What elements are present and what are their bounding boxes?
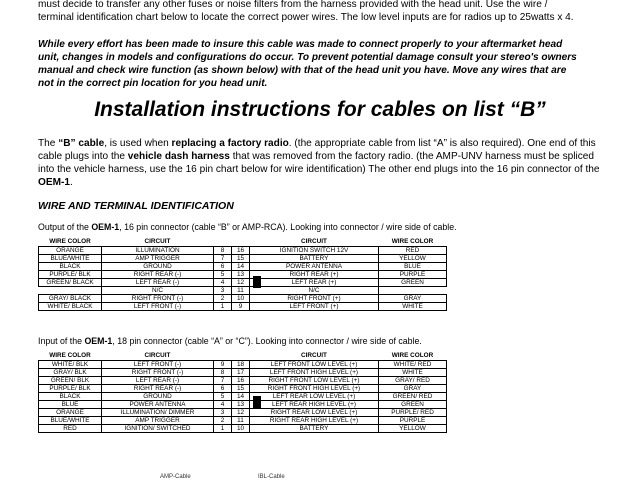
wire-color-cell: GRAY: [379, 385, 447, 393]
wire-color-cell: GREEN: [379, 401, 447, 409]
wire-table-16pin: [38, 237, 447, 311]
pin-cell: 6: [214, 385, 232, 393]
circuit-cell: LEFT FRONT HIGH LEVEL (+): [250, 369, 379, 377]
circuit-cell: ILLUMINATION: [102, 247, 214, 255]
caption-text: , 16 pin connector (cable “B” or AMP-RCA). Looking into connector / wire side of cable.: [119, 222, 457, 232]
pin-cell: 14: [232, 393, 250, 401]
caption-bold: OEM-1: [84, 336, 113, 346]
table-row: [39, 377, 447, 385]
circuit-cell: RIGHT FRONT HIGH LEVEL (+): [250, 385, 379, 393]
circuit-cell: IGNITION/ SWITCHED: [102, 425, 214, 433]
desc-text: . (the appropriate cable from list “A” is also required). One end of this cable plugs into the: [38, 138, 596, 162]
wire-color-cell: BLUE: [379, 263, 447, 271]
section-heading: WIRE AND TERMINAL IDENTIFICATION: [38, 200, 234, 212]
wire-color-cell: BLUE/WHITE: [39, 417, 102, 425]
circuit-cell: BATTERY: [250, 425, 379, 433]
header-wire-color: WIRE COLOR: [391, 238, 434, 245]
circuit-cell: LEFT FRONT (-): [102, 303, 214, 311]
circuit-cell: POWER ANTENNA: [250, 263, 379, 271]
circuit-cell: RIGHT REAR LOW LEVEL (+): [250, 409, 379, 417]
wire-color-cell: GRAY: [379, 295, 447, 303]
header-pin: [214, 351, 232, 361]
connector-key-block: [253, 276, 261, 288]
circuit-cell: RIGHT REAR (-): [102, 271, 214, 279]
wire-color-cell: WHITE/ BLK: [39, 361, 102, 369]
table-row: [39, 369, 447, 377]
circuit-cell: RIGHT FRONT (+): [250, 295, 379, 303]
pin-cell: 3: [214, 287, 232, 295]
wire-table-18pin: [38, 351, 447, 433]
table-row: [39, 393, 447, 401]
footer-label: IBL-Cable: [258, 474, 285, 480]
desc-text: , is used when: [104, 138, 172, 149]
header-wire-color: WIRE COLOR: [391, 352, 434, 359]
footer-label: AMP-Cable: [160, 474, 191, 480]
table-row: [39, 287, 447, 295]
table-row: [39, 425, 447, 433]
pin-cell: 10: [232, 425, 250, 433]
desc-text: that was removed from the factory radio. (the AMP-UNV harness must be spliced into the vehicle harness, use the 16 pin chart below for wire identification) The other end plugs into the 16 pin connector of the: [38, 151, 600, 175]
desc-bold: OEM-1: [38, 177, 70, 188]
connector-key-block: [253, 396, 261, 408]
circuit-cell: LEFT REAR HIGH LEVEL (+): [250, 401, 379, 409]
circuit-cell: RIGHT REAR (+): [250, 271, 379, 279]
wire-color-cell: GRAY/ BLACK: [39, 295, 102, 303]
pin-cell: 13: [232, 401, 250, 409]
pin-cell: 8: [214, 247, 232, 255]
table-row: [39, 295, 447, 303]
header-circuit: CIRCUIT: [144, 238, 171, 245]
wire-color-cell: ORANGE: [39, 247, 102, 255]
warning-line: unit, changes in models and configurations do occur. To prevent potential damage consult your stereo's owners: [38, 52, 577, 63]
pin-cell: 9: [214, 361, 232, 369]
wire-color-cell: BLUE/WHITE: [39, 255, 102, 263]
circuit-cell: LEFT FRONT (+): [250, 303, 379, 311]
wire-color-cell: GREEN/ BLACK: [39, 279, 102, 287]
circuit-cell: LEFT REAR (-): [102, 377, 214, 385]
pin-cell: 7: [214, 377, 232, 385]
circuit-cell: RIGHT FRONT (-): [102, 295, 214, 303]
table-row: [39, 385, 447, 393]
table-row: [39, 303, 447, 311]
wire-color-cell: PURPLE/ RED: [379, 409, 447, 417]
circuit-cell: N/C: [102, 287, 214, 295]
wire-color-cell: [379, 287, 447, 295]
pin-cell: 13: [232, 271, 250, 279]
pin-cell: 2: [214, 417, 232, 425]
warning-line: While every effort has been made to insure this cable was made to connect properly to your aftermarket head: [38, 39, 563, 50]
table-row: [39, 417, 447, 425]
wire-color-cell: GREEN: [379, 279, 447, 287]
wire-color-cell: PURPLE/ BLK: [39, 385, 102, 393]
desc-bold: replacing a factory radio: [171, 138, 289, 149]
pin-cell: 2: [214, 295, 232, 303]
circuit-cell: GROUND: [102, 263, 214, 271]
header-pin: [232, 237, 250, 247]
wire-color-cell: BLACK: [39, 263, 102, 271]
intro-line: must decide to transfer any other fuses or noise filters from the harness provided with the head unit. Use the wire /: [38, 0, 548, 10]
table-row: [39, 361, 447, 369]
pin-cell: 1: [214, 303, 232, 311]
header-wire-color: WIRE COLOR: [49, 238, 91, 245]
warning-line: not in the correct pin location for you head unit.: [38, 78, 268, 89]
header-circuit: CIRCUIT: [301, 238, 327, 245]
circuit-cell: LEFT FRONT (-): [102, 361, 214, 369]
pin-cell: 18: [232, 361, 250, 369]
wire-color-cell: BLACK: [39, 393, 102, 401]
circuit-cell: N/C: [250, 287, 379, 295]
pin-cell: 11: [232, 287, 250, 295]
pin-cell: 16: [232, 247, 250, 255]
desc-text: .: [69, 177, 73, 188]
wire-color-cell: [39, 287, 102, 295]
circuit-cell: IGNITION SWITCH 12V: [250, 247, 379, 255]
circuit-cell: ILLUMINATION/ DIMMER: [102, 409, 214, 417]
pin-cell: 4: [214, 279, 232, 287]
circuit-cell: LEFT FRONT LOW LEVEL (+): [250, 361, 379, 369]
caption-text: Output of the: [38, 222, 92, 232]
header-wire-color: WIRE COLOR: [49, 352, 91, 359]
wire-color-cell: GREEN/ RED: [379, 393, 447, 401]
caption-text: Input of the: [38, 336, 85, 346]
circuit-cell: RIGHT FRONT LOW LEVEL (+): [250, 377, 379, 385]
table-row: [39, 271, 447, 279]
wire-color-cell: RED: [39, 425, 102, 433]
wire-color-cell: RED: [379, 247, 447, 255]
table-row: [39, 401, 447, 409]
pin-cell: 15: [232, 385, 250, 393]
pin-cell: 3: [214, 409, 232, 417]
table-row: [39, 247, 447, 255]
circuit-cell: LEFT REAR (+): [250, 279, 379, 287]
pin-cell: 5: [214, 393, 232, 401]
intro-line: terminal identification chart below to locate the correct power wires. The low level inputs are for radios up to 25watts x 4.: [38, 12, 574, 23]
pin-cell: 12: [232, 279, 250, 287]
table-row: [39, 255, 447, 263]
circuit-cell: AMP TRIGGER: [102, 417, 214, 425]
pin-cell: 8: [214, 369, 232, 377]
pin-cell: 4: [214, 401, 232, 409]
wire-color-cell: GREEN/ BLK: [39, 377, 102, 385]
desc-bold: “B” cable: [58, 138, 105, 149]
table-row: [39, 279, 447, 287]
header-circuit: CIRCUIT: [144, 352, 171, 359]
pin-cell: 6: [214, 263, 232, 271]
wire-color-cell: GRAY/ RED: [379, 377, 447, 385]
pin-cell: 1: [214, 425, 232, 433]
wire-color-cell: WHITE/ RED: [379, 361, 447, 369]
pin-cell: 5: [214, 271, 232, 279]
table-row: [39, 409, 447, 417]
wire-color-cell: WHITE: [379, 369, 447, 377]
desc-bold: vehicle dash harness: [127, 151, 230, 162]
circuit-cell: AMP TRIGGER: [102, 255, 214, 263]
description: [38, 137, 608, 189]
pin-cell: 14: [232, 263, 250, 271]
circuit-cell: RIGHT REAR HIGH LEVEL (+): [250, 417, 379, 425]
table-row: [39, 263, 447, 271]
pin-cell: 16: [232, 377, 250, 385]
wire-color-cell: ORANGE: [39, 409, 102, 417]
circuit-cell: LEFT REAR LOW LEVEL (+): [250, 393, 379, 401]
circuit-cell: RIGHT FRONT (-): [102, 369, 214, 377]
wire-color-cell: WHITE/ BLACK: [39, 303, 102, 311]
intro-text: [38, 0, 608, 24]
page-title: Installation instructions for cables on list “B”: [94, 98, 546, 121]
pin-cell: 17: [232, 369, 250, 377]
wire-color-cell: PURPLE: [379, 271, 447, 279]
circuit-cell: BATTERY: [250, 255, 379, 263]
warning-line: manual and check wire function (as shown below) with that of the head unit you have. Move any wires that are: [38, 65, 567, 76]
wire-color-cell: WHITE: [379, 303, 447, 311]
table1-caption: [38, 222, 457, 232]
circuit-cell: POWER ANTENNA: [102, 401, 214, 409]
wire-color-cell: PURPLE/ BLK: [39, 271, 102, 279]
header-circuit: CIRCUIT: [301, 352, 327, 359]
pin-cell: 7: [214, 255, 232, 263]
circuit-cell: GROUND: [102, 393, 214, 401]
wire-color-cell: GRAY/ BLK: [39, 369, 102, 377]
pin-cell: 9: [232, 303, 250, 311]
table2-caption: [38, 336, 422, 346]
wire-color-cell: YELLOW: [379, 425, 447, 433]
pin-cell: 10: [232, 295, 250, 303]
pin-cell: 12: [232, 409, 250, 417]
pin-cell: 11: [232, 417, 250, 425]
circuit-cell: LEFT REAR (-): [102, 279, 214, 287]
wire-color-cell: BLUE: [39, 401, 102, 409]
warning-text: [38, 38, 608, 90]
wire-color-cell: YELLOW: [379, 255, 447, 263]
circuit-cell: RIGHT REAR (-): [102, 385, 214, 393]
wire-color-cell: PURPLE: [379, 417, 447, 425]
desc-text: The: [38, 138, 59, 149]
header-pin: [232, 351, 250, 361]
caption-text: , 18 pin connector (cable “A” or “C”). Looking into connector / wire side of cable.: [112, 336, 422, 346]
caption-bold: OEM-1: [91, 222, 120, 232]
header-pin: [214, 237, 232, 247]
pin-cell: 15: [232, 255, 250, 263]
